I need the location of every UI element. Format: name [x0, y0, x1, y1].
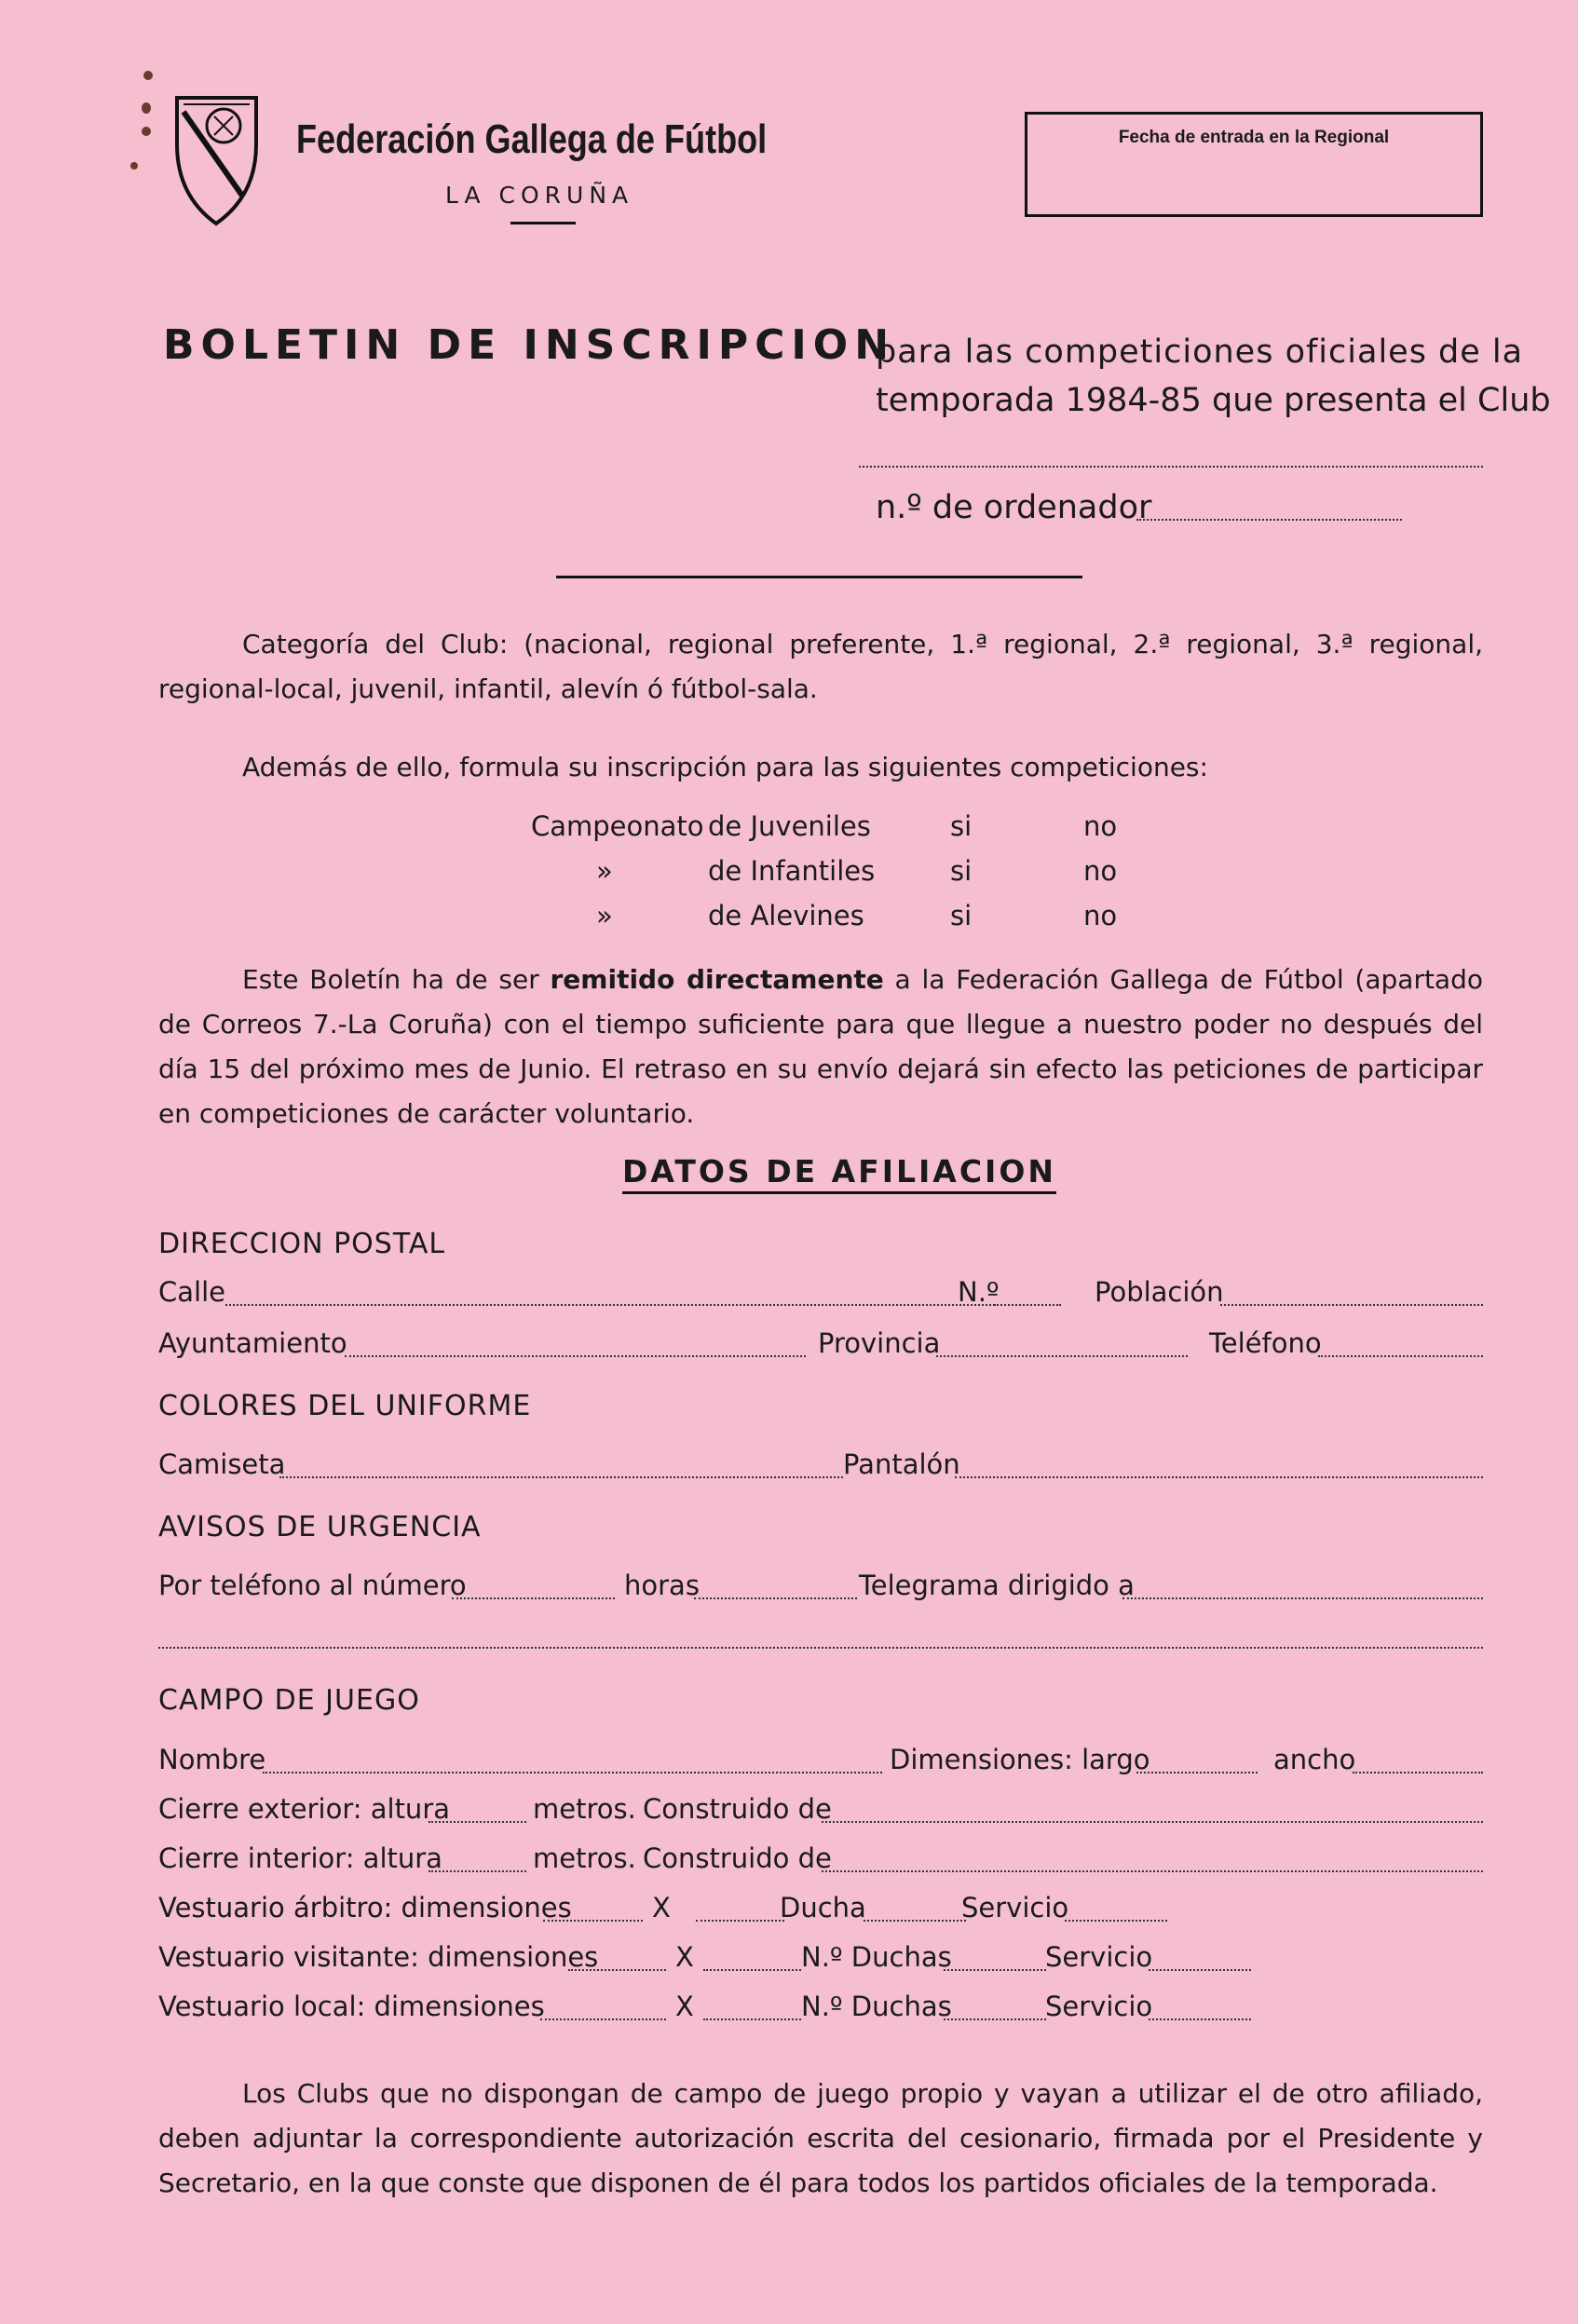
cierre-exterior-construido-field[interactable]: [822, 1821, 1483, 1823]
pantalon-label: Pantalón: [843, 1448, 960, 1480]
ducha-label: Ducha: [780, 1892, 866, 1923]
visitante-dim-1-field[interactable]: [568, 1969, 666, 1971]
entry-date-box[interactable]: [1025, 112, 1483, 217]
row-ayuntamiento: [158, 1327, 1483, 1365]
comp-name: de Juveniles: [708, 810, 871, 842]
telefono-label: Teléfono: [1209, 1327, 1322, 1359]
footer-note: Los Clubs que no dispongan de campo de juego propio y vayan a utilizar el de otro afiliado, deben adjuntar la correspondiente autorización escrita del cesionario, firmada por el Presidente y Secretario, en la que conste que disponen de él para todos los partidos oficiales de la temporada.: [158, 2078, 1483, 2198]
categoria-text: Categoría del Club: (nacional, regional preferente, 1.ª regional, 2.ª regional, 3.ª regional, regional-local, juvenil, infantil, alevín ó fútbol-sala.: [158, 629, 1483, 704]
title-divider: [556, 576, 1082, 578]
row-vestuario-local: [158, 1991, 1483, 2028]
servicio-label: Servicio: [1045, 1941, 1153, 1973]
camiseta-field[interactable]: [279, 1476, 843, 1478]
poblacion-field[interactable]: [1220, 1304, 1483, 1306]
camiseta-label: Camiseta: [158, 1448, 286, 1480]
title-line-1: para las competiciones oficiales de la: [876, 333, 1524, 371]
numero-label: N.º: [958, 1276, 1000, 1308]
n-duchas-label: N.º Duchas: [801, 1991, 952, 2022]
ordenador-label: n.º de ordenador: [876, 489, 1152, 526]
row-nombre-campo: [158, 1744, 1483, 1781]
telefono-field[interactable]: [1318, 1355, 1483, 1357]
competiciones-intro: Además de ello, formula su inscripción para las siguientes competiciones:: [242, 752, 1208, 782]
cierre-exterior-altura-field[interactable]: [429, 1821, 526, 1823]
remision-after: a la Federación Gallega de Fútbol (apartado de Correos 7.-La Coruña) con el tiempo suficiente para que llegue a nuestro poder no después del día 15 del próximo mes de Junio. El retraso en su envío dejará sin efecto las peticiones de participar en competiciones de carácter voluntario.: [158, 964, 1483, 1129]
horas-field[interactable]: [694, 1597, 857, 1599]
afiliacion-title: DATOS DE AFILIACION: [622, 1153, 1056, 1194]
comp-name: de Alevines: [708, 900, 864, 931]
cierre-interior-construido-field[interactable]: [822, 1870, 1483, 1872]
nombre-field[interactable]: [263, 1772, 882, 1774]
construido-label: Construido de: [643, 1842, 832, 1874]
row-avisos: [158, 1570, 1483, 1607]
remision-bold: remitido directamente: [550, 964, 884, 995]
colores-heading: COLORES DEL UNIFORME: [158, 1390, 532, 1422]
punch-holes: [130, 65, 158, 177]
visitante-servicio-field[interactable]: [1149, 1969, 1251, 1971]
x-label: X: [652, 1892, 671, 1923]
calle-field[interactable]: [225, 1304, 1017, 1306]
ancho-label: ancho: [1273, 1744, 1356, 1775]
comp-yes-option[interactable]: si: [950, 900, 973, 931]
telegrama-field[interactable]: [1122, 1597, 1483, 1599]
comp-prefix: Campeonato: [531, 810, 704, 842]
ayuntamiento-field[interactable]: [345, 1355, 806, 1357]
nombre-label: Nombre: [158, 1744, 266, 1775]
provincia-field[interactable]: [936, 1355, 1188, 1357]
poblacion-label: Población: [1095, 1276, 1224, 1308]
form-title: BOLETIN DE INSCRIPCION: [163, 321, 896, 369]
telefono-aviso-label: Por teléfono al número: [158, 1570, 467, 1601]
telefono-aviso-field[interactable]: [452, 1597, 615, 1599]
vestuario-local-label: Vestuario local: dimensiones: [158, 1991, 545, 2022]
calle-label: Calle: [158, 1276, 225, 1308]
title-line-2: temporada 1984-85 que presenta el Club: [876, 382, 1551, 419]
row-vestuario-arbitro: [158, 1892, 1483, 1929]
n-duchas-label: N.º Duchas: [801, 1941, 952, 1973]
vestuario-visitante-label: Vestuario visitante: dimensiones: [158, 1941, 599, 1973]
federation-shield-logo: [172, 93, 261, 228]
pantalon-field[interactable]: [955, 1476, 1483, 1478]
dimensiones-largo-label: Dimensiones: largo: [890, 1744, 1150, 1775]
row-cierre-interior: [158, 1842, 1483, 1880]
cierre-interior-label: Cierre interior: altura: [158, 1842, 442, 1874]
provincia-label: Provincia: [818, 1327, 941, 1359]
comp-prefix: »: [596, 855, 613, 887]
comp-prefix: »: [596, 900, 613, 931]
campo-heading: CAMPO DE JUEGO: [158, 1684, 420, 1717]
largo-field[interactable]: [1136, 1772, 1258, 1774]
x-label: X: [675, 1941, 694, 1973]
metros-label: metros.: [533, 1842, 636, 1874]
comp-row-infantiles: [531, 855, 1127, 892]
arbitro-servicio-field[interactable]: [1065, 1920, 1167, 1922]
local-duchas-field[interactable]: [944, 2018, 1046, 2020]
visitante-duchas-field[interactable]: [944, 1969, 1046, 1971]
club-name-field[interactable]: [859, 466, 1483, 468]
cierre-interior-altura-field[interactable]: [429, 1870, 526, 1872]
arbitro-ducha-field[interactable]: [864, 1920, 966, 1922]
cierre-exterior-label: Cierre exterior: altura: [158, 1793, 451, 1825]
servicio-label: Servicio: [961, 1892, 1069, 1923]
org-city: LA CORUÑA: [445, 182, 634, 209]
remision-text: [158, 958, 1483, 1136]
x-label: X: [675, 1991, 694, 2022]
comp-yes-option[interactable]: si: [950, 810, 973, 842]
direccion-heading: DIRECCION POSTAL: [158, 1228, 446, 1260]
construido-label: Construido de: [643, 1793, 832, 1825]
arbitro-dim-2-field[interactable]: [696, 1920, 784, 1922]
row-camiseta: [158, 1448, 1483, 1486]
ancho-field[interactable]: [1353, 1772, 1483, 1774]
visitante-dim-2-field[interactable]: [703, 1969, 801, 1971]
local-dim-1-field[interactable]: [540, 2018, 666, 2020]
local-dim-2-field[interactable]: [703, 2018, 801, 2020]
row-calle: [158, 1276, 1483, 1313]
comp-no-option[interactable]: no: [1083, 855, 1118, 887]
comp-no-option[interactable]: no: [1083, 900, 1118, 931]
entry-date-label: Fecha de entrada en la Regional: [1118, 128, 1390, 147]
row-cierre-exterior: [158, 1793, 1483, 1830]
ordenador-field[interactable]: [1136, 519, 1402, 521]
remision-before: Este Boletín ha de ser: [242, 964, 551, 995]
local-servicio-field[interactable]: [1149, 2018, 1251, 2020]
comp-row-juveniles: [531, 810, 1127, 848]
vestuario-arbitro-label: Vestuario árbitro: dimensiones: [158, 1892, 572, 1923]
avisos-heading: AVISOS DE URGENCIA: [158, 1511, 482, 1543]
comp-no-option[interactable]: no: [1083, 810, 1118, 842]
comp-name: de Infantiles: [708, 855, 876, 887]
horas-label: horas: [624, 1570, 700, 1601]
telegrama-label: Telegrama dirigido a: [859, 1570, 1135, 1601]
servicio-label: Servicio: [1045, 1991, 1153, 2022]
org-name: Federación Gallega de Fútbol: [296, 116, 768, 162]
numero-field[interactable]: [994, 1304, 1061, 1306]
telegrama-field-continuation[interactable]: [158, 1647, 1483, 1649]
comp-yes-option[interactable]: si: [950, 855, 973, 887]
row-vestuario-visitante: [158, 1941, 1483, 1978]
arbitro-dim-1-field[interactable]: [543, 1920, 643, 1922]
comp-row-alevines: [531, 900, 1127, 937]
city-underline: [510, 222, 576, 224]
ayuntamiento-label: Ayuntamiento: [158, 1327, 347, 1359]
metros-label: metros.: [533, 1793, 636, 1825]
